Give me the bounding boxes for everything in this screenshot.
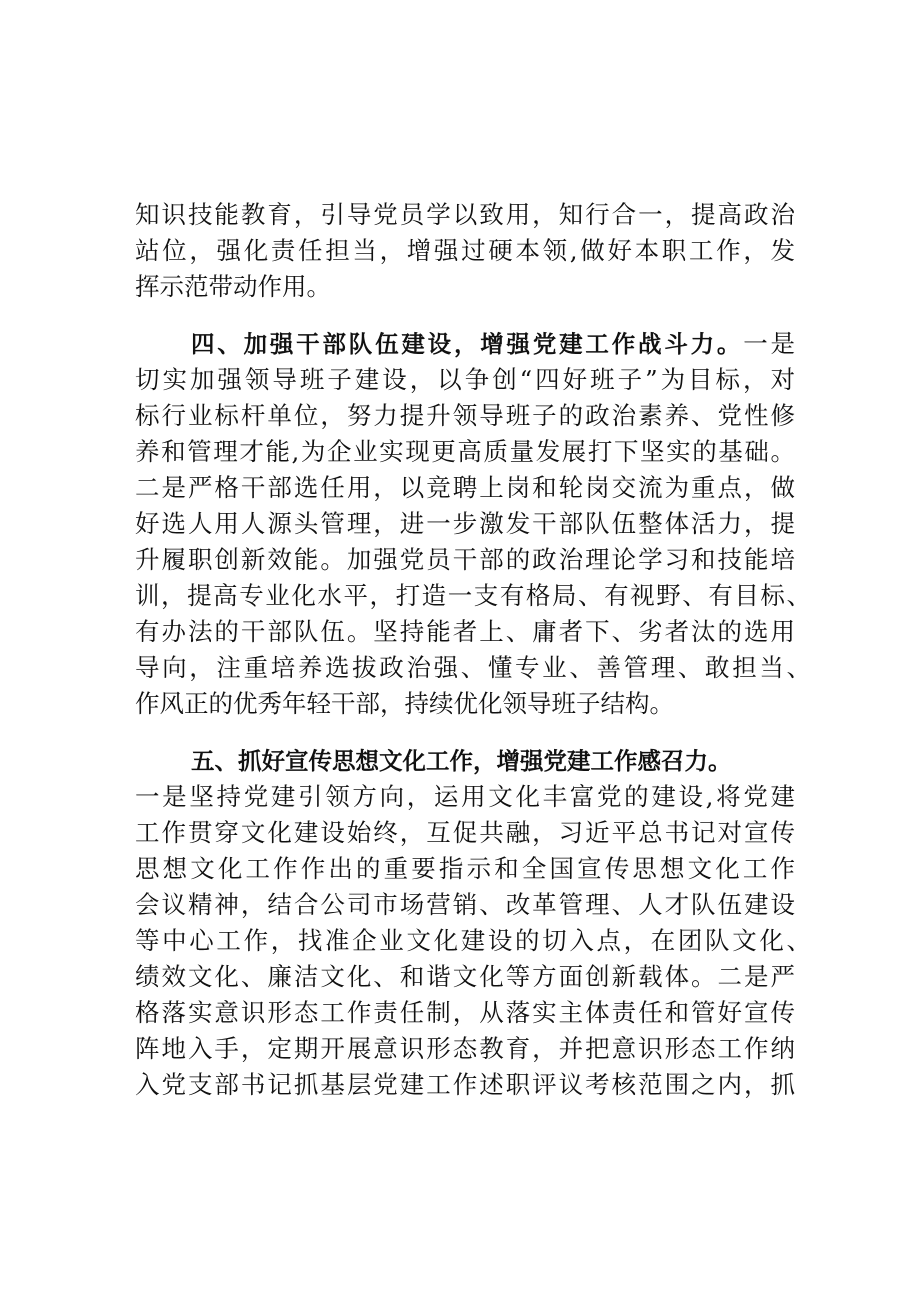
paragraph-2-line-5: 二是严格干部选任用，以竞聘上岗和轮岗交流为重点，做 [135,473,795,502]
paragraph-2-line-3: 标行业标杆单位，努力提升领导班子的政治素养、党性修 [135,401,795,430]
paragraph-3-first-line [191,741,795,781]
paragraph-3-line-3: 工作贯穿文化建设始终，互促共融，习近平总书记对宣传 [135,818,795,847]
paragraph-3-line-10: 入党支部书记抓基层党建工作述职评议考核范围之内，抓 [135,1070,795,1099]
paragraph-2-line-9: 有办法的干部队伍。坚持能者上、庸者下、劣者汰的选用 [135,617,795,646]
paragraph-2-line-8: 训，提高专业化水平，打造一支有格局、有视野、有目标、 [135,581,811,610]
section-4-first-line-rest: 一是 [743,329,796,358]
paragraph-3-line-6: 等中心工作，找准企业文化建设的切入点，在团队文化、 [135,926,811,955]
paragraph-3-line-7: 绩效文化、廉洁文化、和谐文化等方面创新载体。二是严 [135,962,795,991]
paragraph-2-line-10: 导向，注重培养选拔政治强、懂专业、善管理、敢担当、 [135,653,811,682]
paragraph-3-line-8: 格落实意识形态工作责任制，从落实主体责任和管好宣传 [135,998,795,1027]
paragraph-2-line-11: 作风正的优秀年轻干部，持续优化领导班子结构。 [135,689,674,718]
paragraph-2-line-2: 切实加强领导班子建设，以争创“四好班子”为目标，对 [135,365,795,394]
paragraph-3-line-5: 会议精神，结合公司市场营销、改革管理、人才队伍建设 [135,890,795,919]
section-4-heading: 四、加强干部队伍建设，增强党建工作战斗力。 [191,330,744,358]
paragraph-2-line-4: 养和管理才能,为企业实现更高质量发展打下坚实的基础。 [135,437,795,466]
paragraph-1-line-1: 知识技能教育，引导党员学以致用，知行合一，提高政治 [135,200,795,229]
paragraph-3-line-4: 思想文化工作作出的重要指示和全国宣传思想文化工作 [135,854,795,883]
paragraph-1-line-3: 挥示范带动作用。 [135,272,331,301]
paragraph-1-line-2: 站位，强化责任担当，增强过硬本领,做好本职工作，发 [135,236,795,265]
section-5-heading: 五、抓好宣传思想文化工作，增强党建工作感召力。 [191,747,732,775]
paragraph-2-line-7: 升履职创新效能。加强党员干部的政治理论学习和技能培 [135,545,795,574]
paragraph-3-line-9: 阵地入手，定期开展意识形态教育，并把意识形态工作纳 [135,1034,795,1063]
paragraph-2-first-line [191,324,795,364]
paragraph-3-line-2: 一是坚持党建引领方向，运用文化丰富党的建设,将党建 [135,782,795,811]
paragraph-2-line-6: 好选人用人源头管理，进一步激发干部队伍整体活力，提 [135,509,795,538]
